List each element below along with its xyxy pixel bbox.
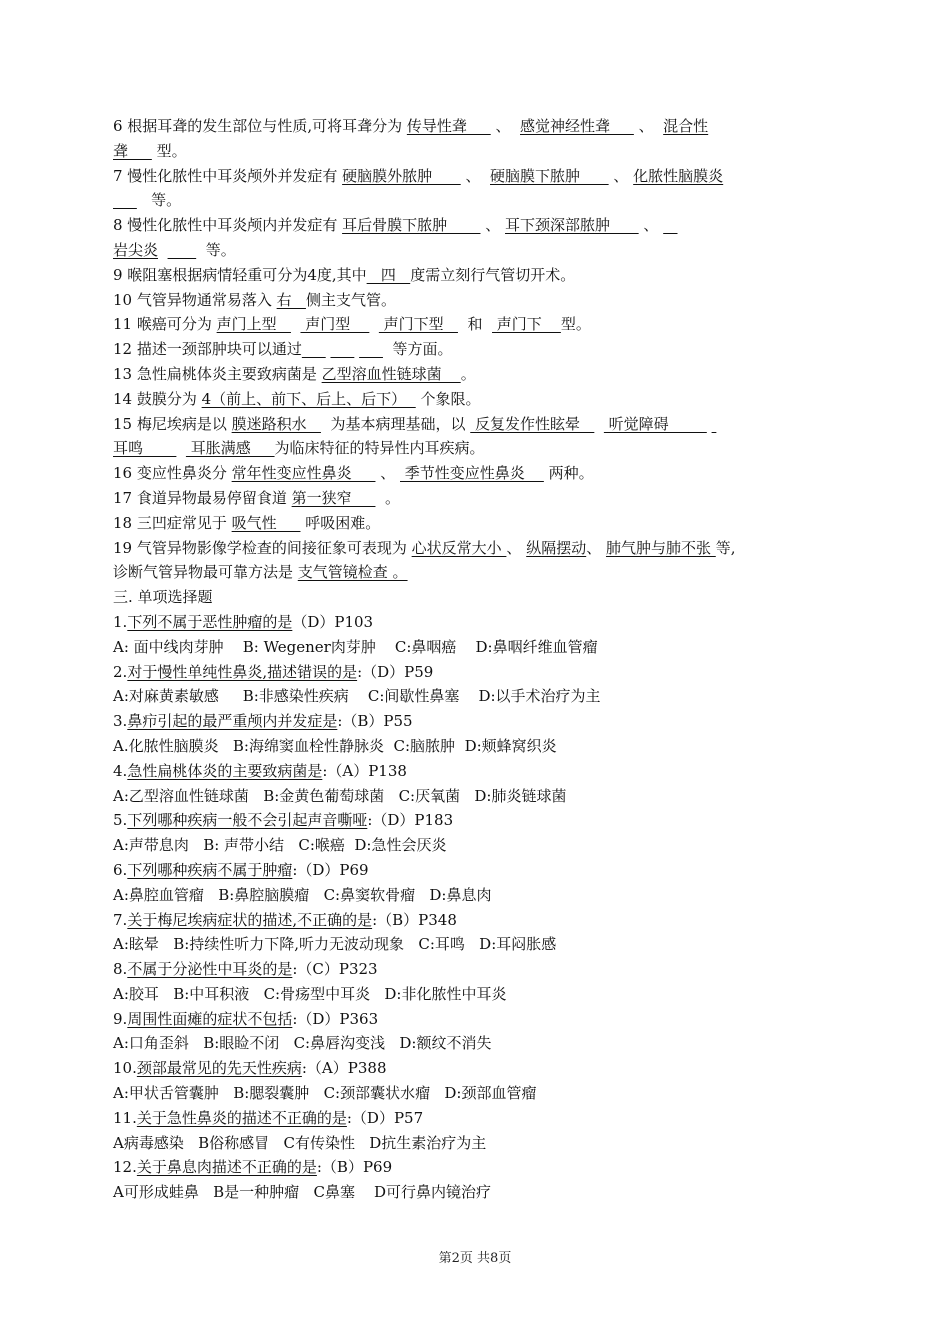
document-page	[113, 114, 839, 1205]
question-text: 、	[638, 216, 664, 235]
question-text	[176, 439, 186, 457]
question-stem: 下列哪种疾病一般不会引起声音嘶哑	[127, 811, 368, 830]
mcq-question	[113, 709, 839, 734]
answer-blank: 感觉神经性聋	[520, 117, 634, 135]
question-answer: :（D）P69	[292, 860, 369, 879]
mcq-options: A:眩晕 B:持续性听力下降,听力无波动现象 C:耳鸣 D:耳闷胀感	[113, 935, 557, 954]
question-stem: 下列哪种疾病不属于肿瘤	[127, 860, 293, 879]
question-answer: :（D）P57	[346, 1108, 424, 1127]
answer-blank: 常年性变应性鼻炎	[231, 464, 376, 483]
question-text: 、	[480, 216, 506, 235]
mcq-options: A:胶耳 B:中耳积液 C:骨疡型中耳炎 D:非化脓性中耳炎	[113, 984, 507, 1003]
question-text: 、	[608, 166, 634, 185]
question-answer: :（B）P69	[316, 1158, 393, 1177]
answer-blank	[113, 191, 137, 209]
question-text: 16 变应性鼻炎分	[113, 464, 232, 483]
question-text: 个象限。	[415, 389, 481, 408]
fill-question-12	[113, 337, 839, 362]
question-text: 6 根据耳聋的发生部位与性质,可将耳聋分为	[113, 117, 407, 135]
question-text: 8 慢性化脓性中耳炎颅内并发症有	[113, 216, 343, 235]
question-answer: （D）P103	[292, 612, 374, 631]
answer-blank: 纵隔摆动	[526, 538, 587, 557]
question-text	[158, 241, 168, 259]
fill-question-11	[113, 312, 839, 337]
question-text: 10 气管异物通常易落入	[113, 290, 277, 309]
question-stem: 颈部最常见的先天性疾病	[136, 1059, 302, 1078]
question-answer: :（D）P363	[292, 1009, 379, 1028]
answer-blank: 声门下	[492, 315, 561, 334]
question-text: 14 鼓膜分为	[113, 389, 202, 408]
answer-blank	[712, 415, 717, 433]
fill-question-15	[113, 436, 839, 461]
question-text: 15 梅尼埃病是以	[113, 414, 232, 433]
question-text: 11 喉癌可分为	[113, 315, 217, 334]
answer-blank: 岩尖炎	[113, 240, 159, 259]
question-text: 19 气管异物影像学检查的间接征象可表现为	[113, 538, 412, 557]
question-number: 6.	[113, 860, 128, 879]
answer-blank	[302, 340, 326, 358]
fill-question-10	[113, 288, 839, 313]
answer-blank: 传导性聋	[406, 117, 491, 135]
answer-blank: 硬脑膜外脓肿	[342, 166, 461, 185]
answer-blank: 乙型溶血性链球菌	[321, 364, 461, 383]
mcq-options: A:声带息肉 B: 声带小结 C:喉癌 D:急性会厌炎	[113, 836, 447, 855]
question-text: 9 喉阻塞根据病情轻重可分为4度,其中	[113, 265, 367, 284]
fill-question-18	[113, 511, 839, 536]
answer-blank: 耳下颈深部脓肿	[505, 216, 639, 235]
mcq-options: A: 面中线肉芽肿 B: Wegener肉芽肿 C:鼻咽癌 D:鼻咽纤维血管瘤	[113, 637, 598, 656]
mcq-options: A:口角歪斜 B:眼睑不闭 C:鼻唇沟变浅 D:额纹不消失	[113, 1034, 492, 1053]
question-text: 13 急性扁桃体炎主要致病菌是	[113, 364, 322, 383]
answer-blank: 反复发作性眩晕	[470, 414, 595, 433]
question-answer: :（A）P138	[322, 761, 407, 780]
fill-question-8	[113, 213, 839, 238]
mcq-question	[113, 610, 839, 635]
mcq-question	[113, 1056, 839, 1081]
fill-question-16	[113, 461, 839, 486]
question-text: 等,	[715, 538, 736, 557]
question-answer: :（D）P183	[367, 811, 454, 830]
question-text: 侧主支气管。	[305, 290, 396, 309]
fill-question-15	[113, 412, 839, 437]
fill-question-7	[113, 164, 839, 189]
answer-blank: 耳后骨膜下脓肿	[342, 216, 481, 235]
question-number: 4.	[113, 761, 128, 780]
answer-blank: 耳鸣	[113, 439, 177, 458]
answer-blank: 季节性变应性鼻炎	[400, 464, 544, 483]
answer-blank: 声门上型	[216, 315, 291, 334]
question-text: 诊断气管异物最可靠方法是	[113, 563, 298, 582]
answer-blank: 四	[366, 265, 411, 284]
answer-blank	[330, 340, 354, 358]
question-text	[594, 415, 604, 433]
answer-blank: 支气管镜检查 。	[297, 563, 408, 582]
answer-blank: 声门型	[300, 315, 370, 334]
mcq-options: A:鼻腔血管瘤 B:鼻腔脑膜瘤 C:鼻窦软骨瘤 D:鼻息肉	[113, 885, 492, 904]
question-number: 3.	[113, 712, 128, 731]
fill-question-6	[113, 139, 839, 164]
question-text: 、	[375, 464, 401, 483]
answer-blank: 第一狭窄	[291, 488, 376, 507]
mcq-question	[113, 1007, 839, 1032]
answer-blank	[168, 241, 197, 259]
question-text: 17 食道异物最易停留食道	[113, 488, 292, 507]
fill-question-17	[113, 486, 839, 511]
mcq-question	[113, 957, 839, 982]
question-stem: 鼻疖引起的最严重颅内并发症是	[127, 712, 338, 731]
question-number: 5.	[113, 811, 128, 830]
question-answer: :（A）P388	[301, 1059, 387, 1078]
question-stem: 关于鼻息肉描述不正确的是	[136, 1158, 317, 1177]
answer-blank: 耳胀满感	[185, 439, 275, 458]
question-text: 等方面。	[382, 340, 453, 359]
question-answer: :（D）P59	[357, 662, 434, 681]
answer-blank: 吸气性	[231, 513, 301, 532]
question-number: 1.	[113, 612, 128, 631]
question-text: 12 描述一颈部肿块可以通过	[113, 340, 302, 359]
question-stem: 急性扁桃体炎的主要致病菌是	[127, 761, 323, 780]
answer-blank: 硬脑膜下脓肿	[490, 166, 609, 185]
question-text: 、	[460, 166, 491, 185]
fill-question-13	[113, 362, 839, 387]
question-text: 度需立刻行气管切开术。	[410, 265, 576, 284]
question-answer: :（B）P348	[372, 910, 457, 929]
fill-question-7	[113, 188, 839, 213]
mcq-question	[113, 759, 839, 784]
mcq-options: A:乙型溶血性链球菌 B:金黄色葡萄球菌 C:厌氧菌 D:肺炎链球菌	[113, 786, 567, 805]
answer-blank	[359, 340, 383, 358]
answer-blank: 4（前上、前下、后上、后下）	[201, 389, 416, 408]
answer-blank: 右	[276, 290, 306, 309]
fill-question-6	[113, 114, 839, 139]
answer-blank: 聋	[113, 141, 152, 160]
fill-question-19	[113, 536, 839, 561]
mcq-options: A:对麻黄素敏感 B:非感染性疾病 C:间歇性鼻塞 D:以手术治疗为主	[113, 687, 601, 706]
question-text: 等。	[136, 191, 182, 210]
mcq-options: A.化脓性脑膜炎 B:海绵窦血栓性静脉炎 C:脑脓肿 D:颊蜂窝织炎	[113, 736, 557, 755]
page-footer: 第2页 共8页	[438, 1251, 512, 1266]
answer-blank: 听觉障碍	[603, 414, 707, 433]
question-stem: 周围性面瘫的症状不包括	[127, 1009, 293, 1028]
question-stem: 关于梅尼埃病症状的描述,不正确的是	[127, 910, 373, 929]
question-text: 、	[506, 538, 527, 557]
question-number: 12.	[113, 1158, 137, 1177]
question-text: 。	[375, 488, 401, 507]
fill-question-9	[113, 263, 839, 288]
question-answer: :（B）P55	[337, 712, 413, 731]
question-text: 两种。	[543, 464, 594, 483]
mcq-options: A可形成蛙鼻 B是一种肿瘤 C鼻塞 D可行鼻内镜治疗	[113, 1183, 492, 1202]
question-stem: 不属于分泌性中耳炎的是	[127, 960, 293, 979]
question-stem: 关于急性鼻炎的描述不正确的是	[136, 1108, 347, 1127]
mcq-question	[113, 808, 839, 833]
fill-question-19	[113, 560, 839, 585]
question-text: 为临床特征的特异性内耳疾病。	[274, 439, 485, 458]
question-stem: 对于慢性单纯性鼻炎,描述错误的是	[127, 662, 358, 681]
mcq-question	[113, 1155, 839, 1180]
section-title: 三. 单项选择题	[113, 588, 213, 607]
question-text: 。	[460, 364, 476, 383]
question-text: 型。	[560, 315, 591, 334]
question-text: 、	[490, 117, 521, 135]
question-text: 18 三凹症常见于	[113, 513, 232, 532]
mcq-options: A病毒感染 B俗称感冒 C有传染性 D抗生素治疗为主	[113, 1133, 487, 1152]
mcq-question	[113, 660, 839, 685]
question-number: 9.	[113, 1009, 128, 1028]
fill-question-8	[113, 238, 839, 263]
question-number: 2.	[113, 662, 128, 681]
answer-blank: 肺气肿与肺不张	[605, 538, 716, 557]
question-text: 呼吸困难。	[300, 513, 381, 532]
question-text: 7 慢性化脓性中耳炎颅外并发症有	[113, 166, 343, 185]
question-text: 型。	[151, 141, 187, 160]
answer-blank	[663, 216, 677, 234]
question-text: 、	[586, 538, 606, 557]
answer-blank: 混合性	[663, 117, 709, 135]
mcq-question	[113, 1106, 839, 1131]
question-answer: :（C）P323	[292, 960, 378, 979]
question-number: 11.	[113, 1108, 137, 1127]
answer-blank: 心状反常大小	[411, 538, 507, 557]
question-number: 7.	[113, 910, 128, 929]
question-number: 8.	[113, 960, 128, 979]
answer-blank: 化脓性脑膜炎	[633, 166, 724, 185]
multiple-choice-questions	[113, 610, 839, 1205]
mcq-options: A:甲状舌管囊肿 B:腮裂囊肿 C:颈部囊状水瘤 D:颈部血管瘤	[113, 1084, 537, 1103]
fill-question-14	[113, 387, 839, 412]
question-number: 10.	[113, 1059, 137, 1078]
answer-blank: 声门下型	[378, 315, 458, 334]
fill-in-questions	[113, 114, 839, 585]
question-text: 和	[457, 315, 493, 334]
mcq-question	[113, 858, 839, 883]
question-stem: 下列不属于恶性肿瘤的是	[127, 612, 293, 631]
question-text: 为基本病理基础，以	[320, 414, 471, 433]
question-text	[369, 315, 379, 333]
answer-blank: 膜迷路积水	[231, 414, 321, 433]
question-text: 等。	[196, 240, 236, 259]
question-text: 、	[633, 117, 664, 135]
mcq-question	[113, 908, 839, 933]
